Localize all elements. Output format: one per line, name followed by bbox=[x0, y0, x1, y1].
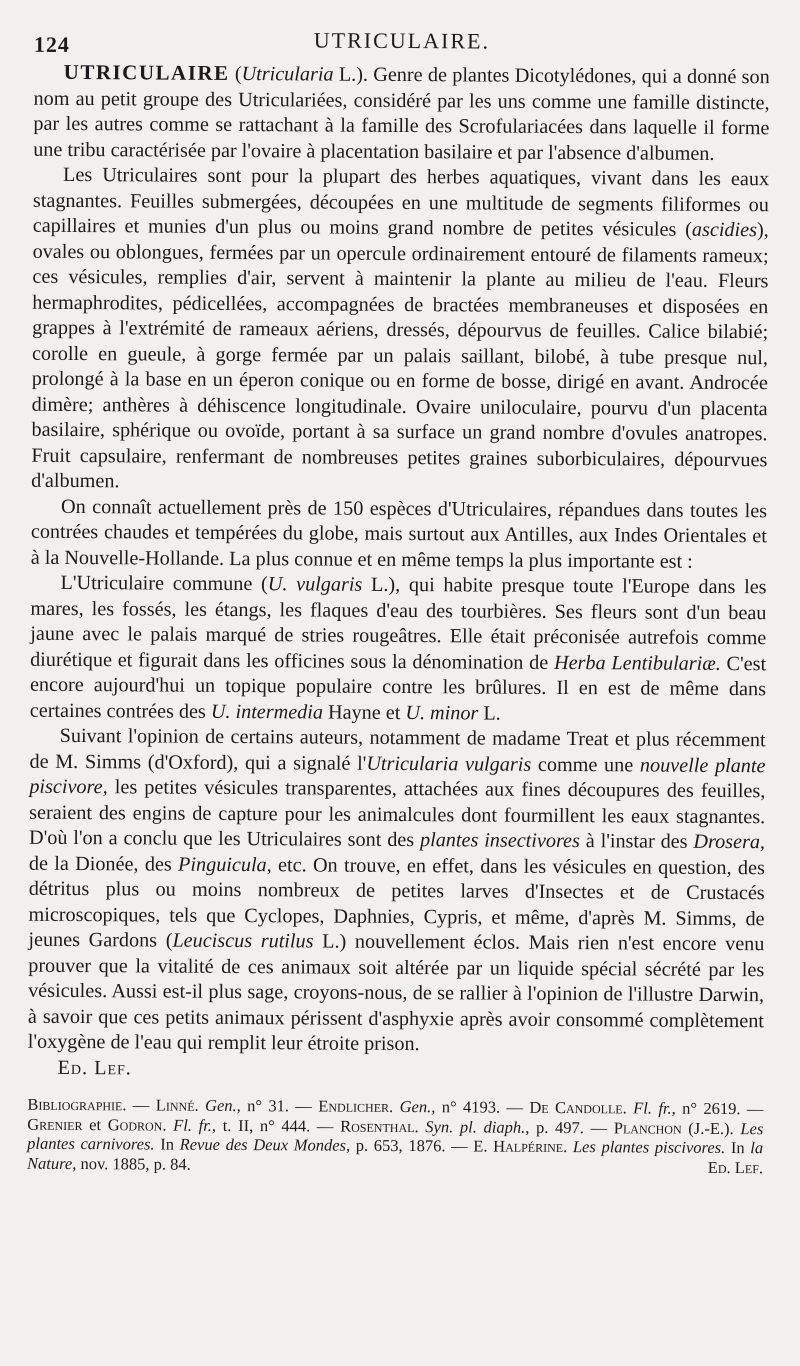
text-span: L.) nouvellement éclos. Mais rien n'est encore venu prouver que la vitalité de ces animaux soit altérée par un liquide spécial sécrété par les vésicules. Aussi est-il plus sage, croyons-nous, de se rallier à l'opinion de l'illustre Darwin, à savoir que ces petits animaux périssent d'asphyxie après avoir consommé complètement l'oxygène de l'eau qui remplit leur étroite prison. bbox=[27, 930, 765, 1056]
text-span: etc. On trouve, en effet, dans les vésicules en question, des détritus plus ou moins nombreux de petites larves d'Insectes et de Crustacés microscopiques, tels que Cyclopes, Daphnies, Cypris, et même, d'après M. Simms, de jeunes Gardons ( bbox=[28, 853, 765, 952]
text-span: Suivant l'opinion de certains auteurs, notamment de madame Treat et plus récemment de M. Simms (d'Oxford), qui a signalé l' bbox=[29, 724, 766, 775]
text-span: L. bbox=[478, 701, 501, 725]
running-title: UTRICULAIRE. bbox=[313, 27, 491, 54]
author-name: Godron. bbox=[107, 1114, 167, 1135]
text-span: L.). Genre de plantes Dicotylédones, qui a donné son nom au petit groupe des Utriculariées, considéré par les uns comme une famille distincte, par les autres comme se rattachant à la famille des Scrofulariacées dans laquelle il forme une tribu caractérisée par l'ovaire à placentation basilaire et par l'absence d'albumen. bbox=[33, 63, 770, 165]
author-name: E. Halpérine. bbox=[473, 1136, 568, 1157]
text-span: nov. 1885, p. 84. bbox=[76, 1153, 191, 1174]
italic-term: Herba Lentibulariæ. bbox=[553, 651, 721, 675]
italic-term: U. vulgaris bbox=[267, 573, 363, 596]
work-title: Les plantes piscivores. bbox=[572, 1137, 726, 1157]
running-head bbox=[34, 26, 770, 64]
text-span: les petites vésicules transparentes, attachées aux fines découpures des feuilles, seraient des engins de capture pour les animalcules dont fourmillent les eaux stagnantes. D'où l'on a conclu que les Utriculaires sont des bbox=[28, 776, 766, 852]
work-title: Fl. fr., bbox=[633, 1098, 676, 1118]
text-span: ), ovales ou oblongues, fermées par un opercule ordinairement entouré de filaments rameux; ces vésicules, remplies d'air, servent à maintenir la plante au milieu de l'eau. Fleurs hermaphrodites, pédicellées, accompagnées de bractées membraneuses et disposées en grappes à l'extrémité de rameaux aériens, dressés, dépourvus de feuilles. Calice bilabié; corolle en gueule, à gorge fermée par un palais saillant, bilobé, à tube presque nul, prolongé à la base en un éperon conique ou en forme de bosse, dirigé en avant. Androcée dimère; anthères à déhiscence longitudinale. Ovaire uniloculaire, pourvu d'un placenta basilaire, sphérique ou ovoïde, portant à sa surface un grand nombre d'ovules anatropes. Fruit capsulaire, renfermant de nombreuses petites graines suborbiculaires, dépourvues d'albumen. bbox=[31, 219, 769, 493]
italic-term: nouvelle plante piscivore, bbox=[29, 753, 766, 799]
text-span: L.), qui habite presque toute l'Europe dans les mares, les fossés, les étangs, les flaques d'eau des tourbières. Ses fleurs sont d'un beau jaune avec le palais marqué de stries rougeâtres. Elle était préconisée autrefois comme diurétique et figurait dans les officines sous la dénomination de bbox=[30, 573, 767, 674]
author-name: Planchon bbox=[613, 1117, 682, 1138]
work-title: Syn. pl. diaph., bbox=[425, 1116, 530, 1137]
text-span: Les Utriculaires sont pour la plupart des herbes aquatiques, vivant dans les eaux stagnantes. Feuilles submergées, découpées en une multitude de segments filiformes ou capillaires et munies d'un plus ou moins grand nombre de petites vésicules ( bbox=[32, 163, 770, 241]
work-title: la Nature, bbox=[26, 1138, 764, 1173]
paragraph-common-species bbox=[30, 571, 767, 728]
text-span: comme une bbox=[531, 753, 641, 776]
paragraph-distribution bbox=[31, 494, 767, 575]
text-span: t. II, n° 444. — bbox=[216, 1115, 341, 1136]
text-span: Hayne et bbox=[322, 701, 406, 724]
italic-term: plantes insectivores bbox=[419, 829, 580, 853]
text-span: L'Utriculaire commune ( bbox=[60, 571, 268, 596]
text-span: n° 2619. — bbox=[675, 1098, 764, 1119]
text-span: à l'instar des bbox=[579, 830, 694, 853]
latin-name: Utricularia bbox=[241, 63, 334, 86]
article-body bbox=[28, 60, 770, 1085]
bibliography-label: Bibliographie. bbox=[27, 1094, 127, 1115]
italic-term: Drosera, bbox=[693, 830, 766, 854]
paragraph-description bbox=[31, 163, 769, 499]
text-span: On connaît actuellement près de 150 espèces d'Utriculaires, répandues dans toutes les contrées chaudes et tempérées du globe, mais surtout aux Antilles, aux Indes Orientales et à la Nouvelle-Hollande. La plus connue et en même temps la plus importante est : bbox=[30, 495, 768, 573]
work-title: Revue des Deux Mondes, bbox=[179, 1134, 351, 1155]
text-span: In bbox=[154, 1134, 180, 1154]
text-span: et bbox=[82, 1114, 108, 1134]
work-title: Fl. fr., bbox=[173, 1115, 217, 1135]
text-span: ( bbox=[229, 62, 242, 86]
text-span: p. 653, 1876. — bbox=[350, 1135, 474, 1156]
italic-term: Pinguicula, bbox=[178, 853, 272, 876]
author-name: De Candolle. bbox=[529, 1097, 627, 1118]
work-title: Gen., bbox=[399, 1097, 436, 1117]
author-name: Linné. bbox=[155, 1095, 199, 1115]
italic-term: Utricularia vulgaris bbox=[366, 752, 532, 776]
italic-term: U. minor bbox=[405, 701, 479, 724]
italic-term: U. intermedia bbox=[210, 700, 324, 724]
headword: UTRICULAIRE bbox=[63, 59, 230, 85]
text-span: n° 31. — bbox=[240, 1096, 319, 1116]
bibliography-signature: Ed. Lef. bbox=[707, 1157, 764, 1177]
text-span: — bbox=[126, 1095, 156, 1115]
text-span: C'est encore aujourd'hui un topique populaire contre les brûlures. Il en est de même dans certaines contrées des bbox=[29, 652, 767, 723]
bibliography bbox=[27, 1095, 763, 1177]
text-span: p. 497. — bbox=[529, 1117, 614, 1137]
paragraph-definition bbox=[33, 60, 770, 167]
author-signature: Ed. Lef. bbox=[57, 1056, 132, 1079]
text-span: In bbox=[725, 1137, 751, 1158]
author-name: Rosenthal. bbox=[340, 1116, 419, 1136]
work-title: Gen., bbox=[205, 1095, 241, 1116]
author-name: Grenier bbox=[27, 1114, 83, 1134]
author-name: Endlicher. bbox=[318, 1096, 394, 1116]
work-title: Les plantes carnivores. bbox=[27, 1118, 764, 1154]
italic-term: Leuciscus rutilus bbox=[172, 929, 314, 953]
paragraph-piscivore bbox=[28, 724, 766, 1060]
italic-term: ascidies bbox=[691, 218, 758, 242]
author-signature-line bbox=[28, 1055, 764, 1085]
text-span: n° 4193. — bbox=[435, 1097, 530, 1117]
text-span: de la Dionée, des bbox=[28, 852, 179, 876]
text-span: (J.-E.). bbox=[681, 1118, 741, 1138]
page-number: 124 bbox=[33, 31, 70, 57]
